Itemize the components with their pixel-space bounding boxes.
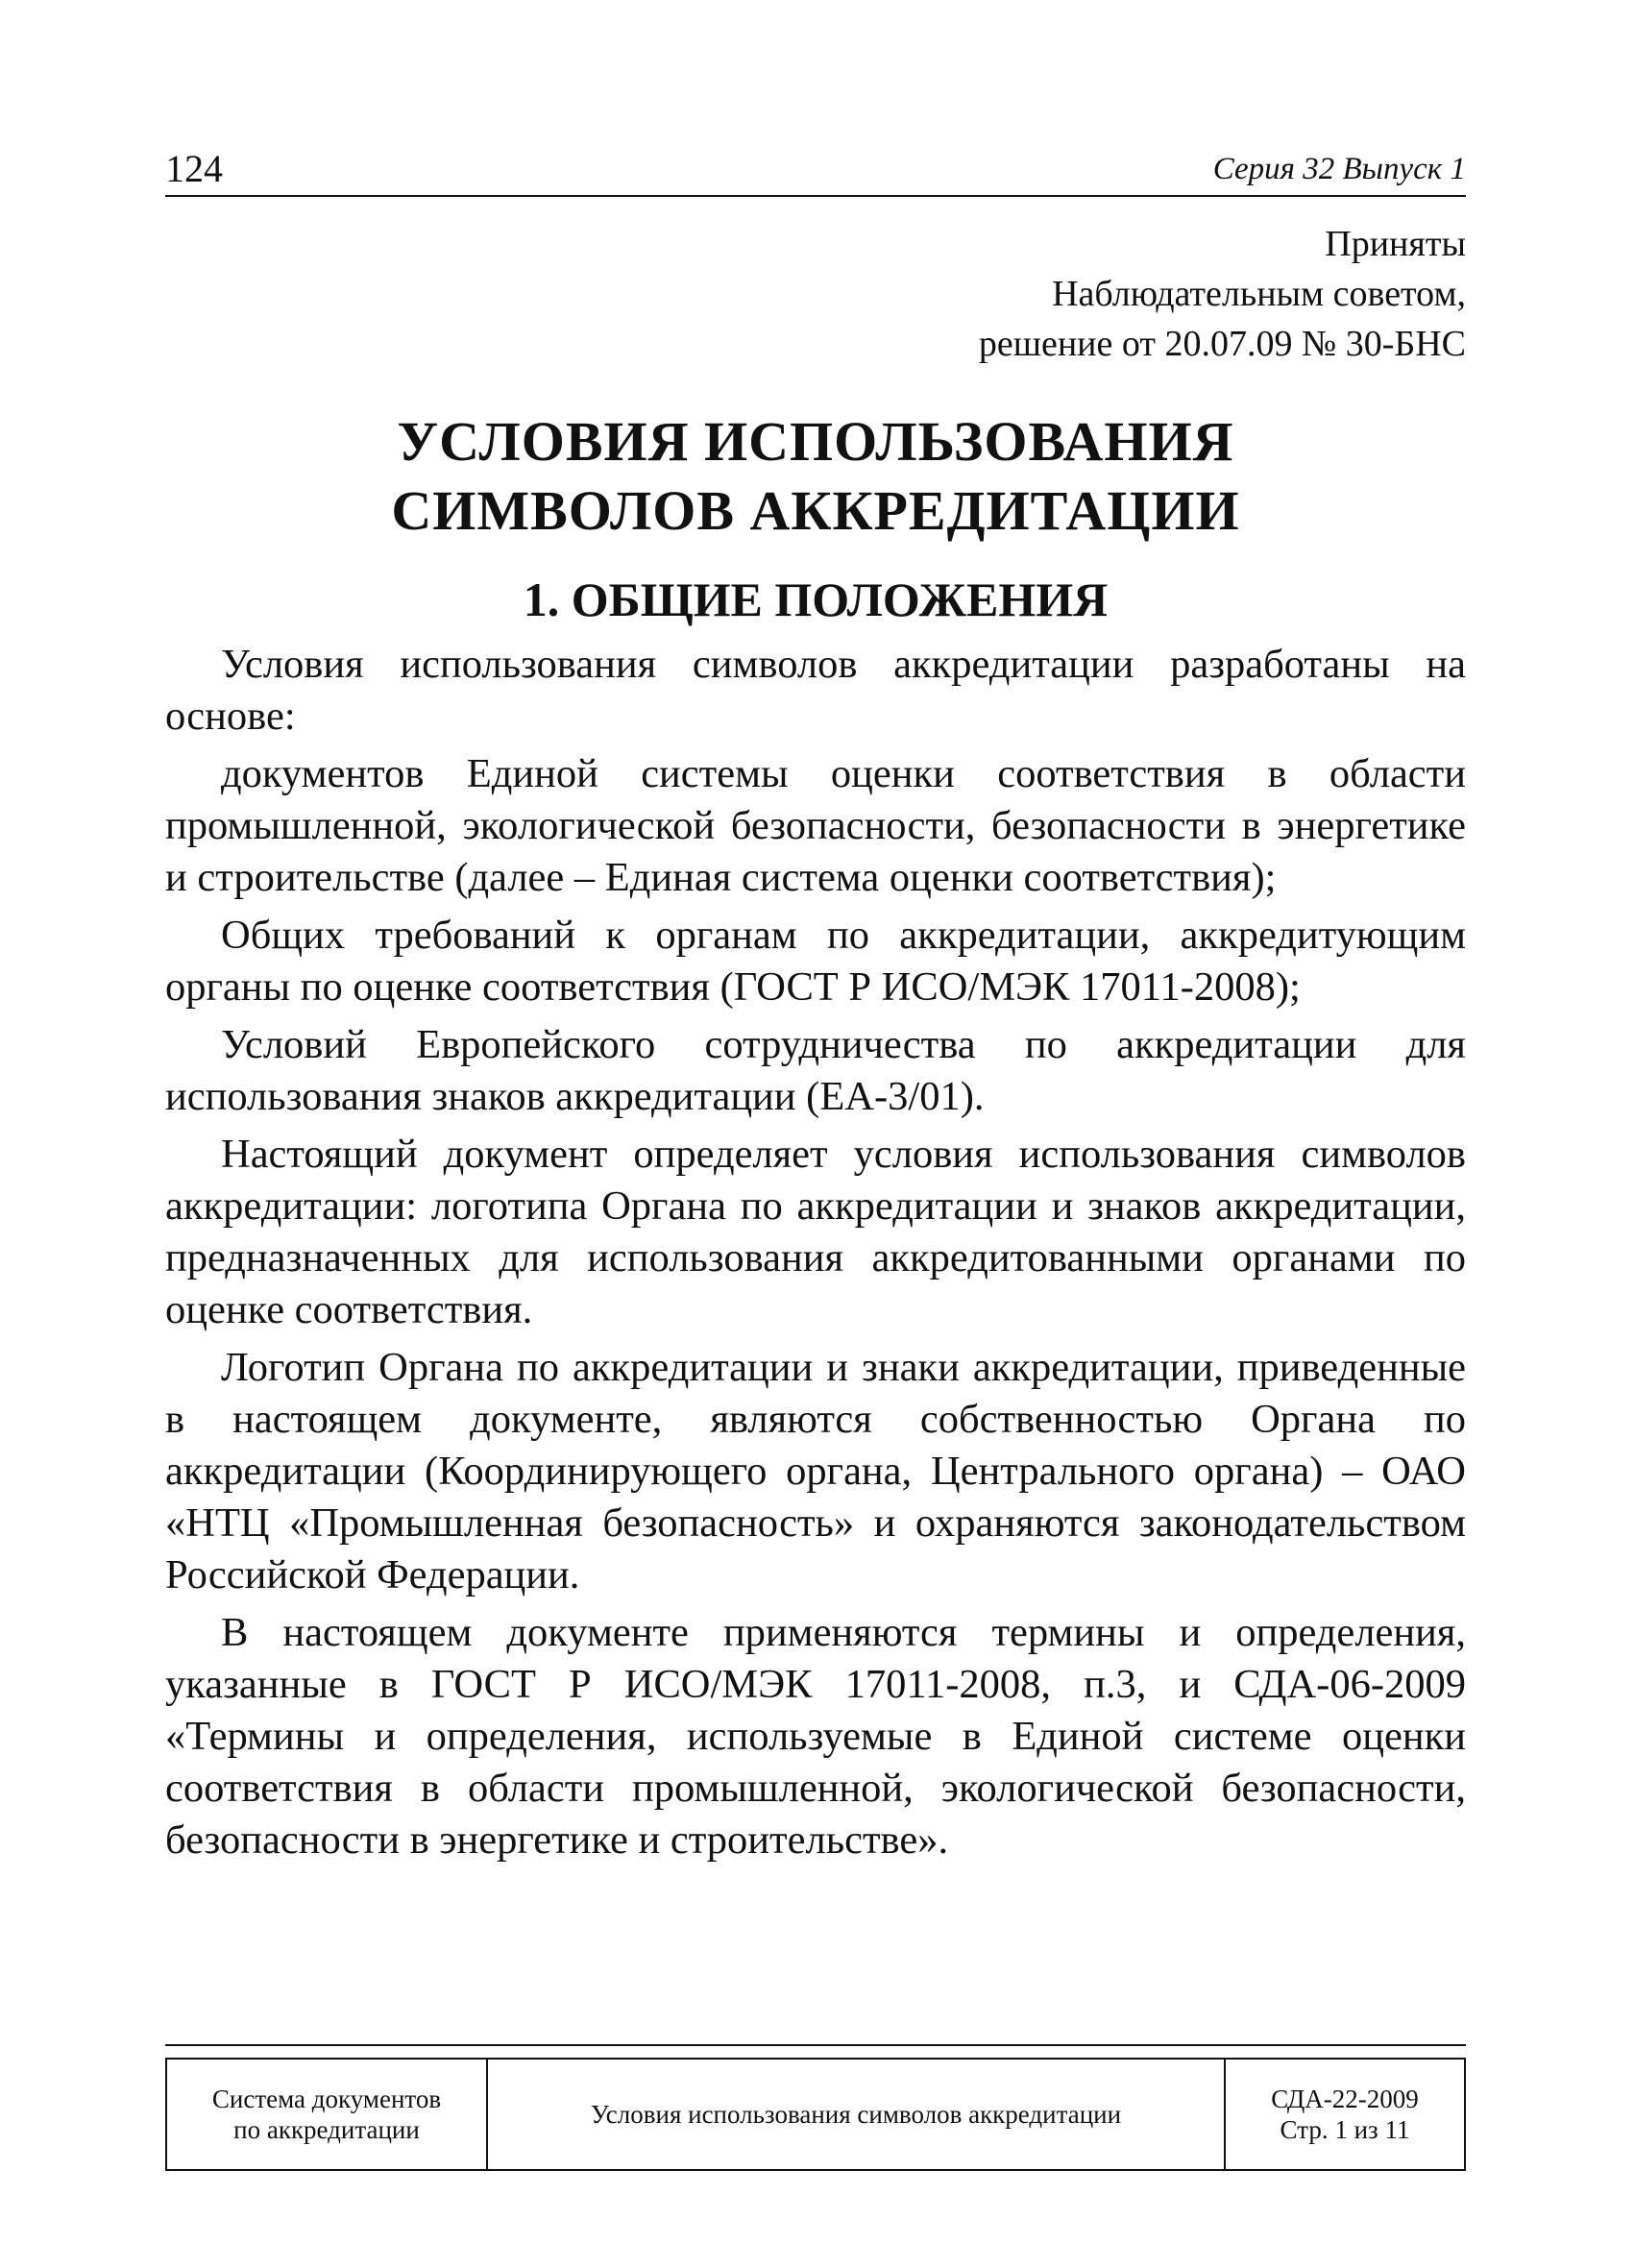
footer-left-cell <box>166 2059 487 2170</box>
series-label: Серия 32 Выпуск 1 <box>1212 152 1466 186</box>
document-title <box>165 407 1466 546</box>
footer-left-line-1: Система документов <box>211 2085 442 2113</box>
title-line-2: СИМВОЛОВ АККРЕДИТАЦИИ <box>391 479 1240 542</box>
approval-line-3: решение от 20.07.09 № 30-БНС <box>978 324 1466 364</box>
footer-right-cell <box>1225 2059 1465 2170</box>
paragraph: Общих требований к органам по аккредитации, аккредитующим органы по оценке соответствия (ГОСТ Р ИСО/МЭК 17011-2008); <box>165 913 1466 1010</box>
approval-block <box>979 219 1466 369</box>
footer-doc-code: СДА-22-2009 <box>1271 2085 1419 2113</box>
section-heading: 1. ОБЩИЕ ПОЛОЖЕНИЯ <box>523 573 1109 626</box>
title-line-1: УСЛОВИЯ ИСПОЛЬЗОВАНИЯ <box>397 410 1234 473</box>
footer-page-count: Стр. 1 из 11 <box>1280 2115 1410 2144</box>
paragraph: В настоящем документе применяются термины и определения, указанные в ГОСТ Р ИСО/МЭК 17011-2008, п.3, и СДА-06-2009 «Термины и определения, используемые в Единой системе оценки соответствия в области промышленной, экологической безопасности, безопасности в энергетике и строительстве». <box>165 1610 1466 1863</box>
paragraph: документов Единой системы оценки соответствия в области промышленной, экологической безопасности, безопасности в энергетике и строительстве (далее – Единая система оценки соответствия); <box>165 751 1466 900</box>
paragraph: Условий Европейского сотрудничества по аккредитации для использования знаков аккредитации (ЕА-3/01). <box>165 1022 1466 1119</box>
paragraph: Условия использования символов аккредитации разработаны на основе: <box>165 642 1466 739</box>
footer-center-text: Условия использования символов аккредитации <box>590 2100 1122 2129</box>
footer-row <box>166 2059 1465 2170</box>
paragraph: Логотип Органа по аккредитации и знаки аккредитации, приведенные в настоящем документе, являются собственностью Органа по аккредитации (Координирующего органа, Центрального органа) – ОАО «НТЦ «Промышленная безопасность» и охраняются законодательством Российской Федерации. <box>165 1345 1466 1597</box>
header-rule <box>165 195 1466 197</box>
footer-rule <box>165 2044 1466 2046</box>
approval-line-1: Приняты <box>1325 224 1466 264</box>
footer-left-line-2: по аккредитации <box>233 2115 420 2144</box>
paragraph: Настоящий документ определяет условия использования символов аккредитации: логотипа Органа по аккредитации и знаков аккредитации, предназначенных для использования аккредитованными органами по оценке соответствия. <box>165 1132 1466 1332</box>
page-number: 124 <box>165 147 223 190</box>
footer-table <box>165 2058 1466 2171</box>
running-header <box>165 142 1466 196</box>
footer-center-cell <box>487 2059 1225 2170</box>
approval-line-2: Наблюдательным советом, <box>1052 274 1466 314</box>
body-text <box>165 639 1466 1872</box>
